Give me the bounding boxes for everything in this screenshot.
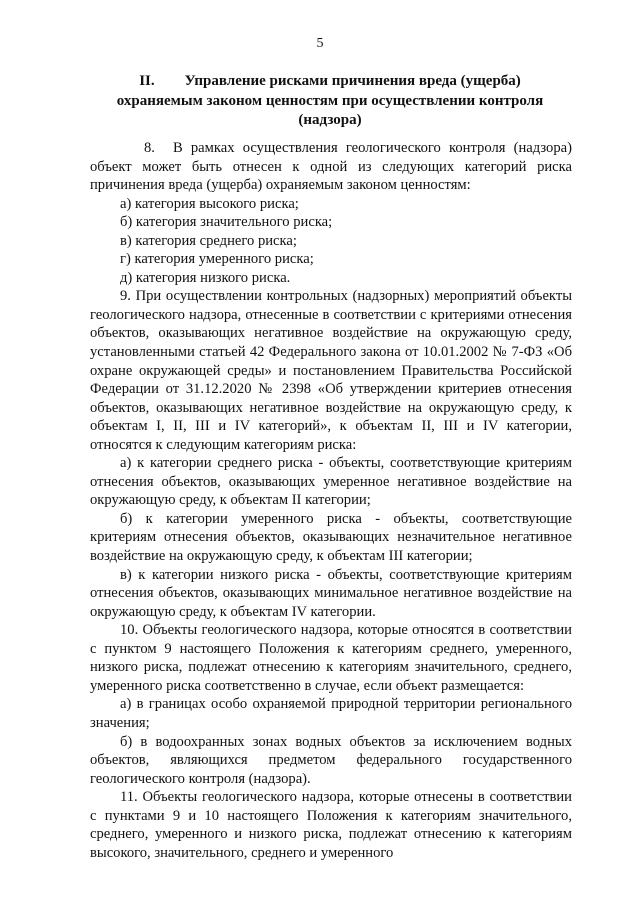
- paragraph-8: [90, 139, 572, 195]
- section-heading: [90, 72, 570, 131]
- list-item: а) в границах особо охраняемой природной территории регионального значения;: [90, 696, 572, 731]
- document-body: [90, 139, 572, 862]
- paragraph-8-text: В рамках осуществления геологического контроля (надзора) объект может быть отнесен к одной из следующих категорий риска причинения вреда (ущерба) охраняемым законом ценностям:: [90, 140, 572, 194]
- section-heading-line-2: охраняемым законом ценностям при осуществлении контроля: [116, 92, 544, 109]
- section-heading-line-1: [90, 72, 570, 92]
- list-item: б) в водоохранных зонах водных объектов за исключением водных объектов, являющихся предметом федерального государственного геологического контроля (надзора).: [90, 733, 572, 787]
- list-item: г) категория умеренного риска;: [120, 251, 314, 268]
- list-item: а) к категории среднего риска - объекты, соответствующие критериям отнесения объектов, оказывающих умеренное негативное воздействие на окружающую среду, к объектам II категории;: [90, 455, 572, 509]
- paragraph-11: 11. Объекты геологического надзора, которые отнесены в соответствии с пунктами 9 и 10 настоящего Положения к категориям значительного, среднего, умеренного и низкого риска, подлежат отнесению к категориям высокого, значительного, среднего и умеренного: [90, 789, 572, 861]
- list-item: в) категория среднего риска;: [120, 232, 297, 249]
- section-title-part-1: Управление рисками причинения вреда (ущерба): [184, 73, 521, 89]
- paragraph-10: 10. Объекты геологического надзора, которые относятся в соответствии с пунктом 9 настоящего Положения к категориям среднего, умеренного, низкого риска, подлежат отнесению к категориям значительного, среднего, умеренного риска соответственно в случае, если объект размещается:: [90, 622, 572, 694]
- section-heading-line-3: (надзора): [298, 112, 362, 128]
- list-item: а) категория высокого риска;: [120, 195, 299, 212]
- section-numeral: II.: [139, 73, 155, 89]
- paragraph-9: 9. При осуществлении контрольных (надзорных) мероприятий объекты геологического надзора, отнесенные в соответствии с критериями отнесения объектов, оказывающих негативное воздействие на окружающую среду, установленными статьей 42 Федерального закона от 10.01.2002 № 7-ФЗ «Об охране окружающей среды» и постановлением Правительства Российской Федерации от 31.12.2020 № 2398 «Об утверждении критериев отнесения объектов, оказывающих негативное воздействие на окружающую среду, к объектам I, II, III и IV категорий», к объектам II, III и IV категории, относятся к следующим категориям риска:: [90, 288, 572, 453]
- list-item: д) категория низкого риска.: [120, 269, 291, 286]
- list-item: в) к категории низкого риска - объекты, соответствующие критериям отнесения объектов, оказывающих минимальное негативное воздействие на окружающую среду, к объектам IV категории.: [90, 566, 572, 620]
- paragraph-8-number: 8.: [144, 140, 155, 156]
- list-item: б) категория значительного риска;: [120, 214, 333, 231]
- list-item: б) к категории умеренного риска - объекты, соответствующие критериям отнесения объектов, оказывающих незначительное негативное воздействие на окружающую среду, к объектам III категории;: [90, 510, 572, 565]
- page-number: 5: [316, 36, 324, 51]
